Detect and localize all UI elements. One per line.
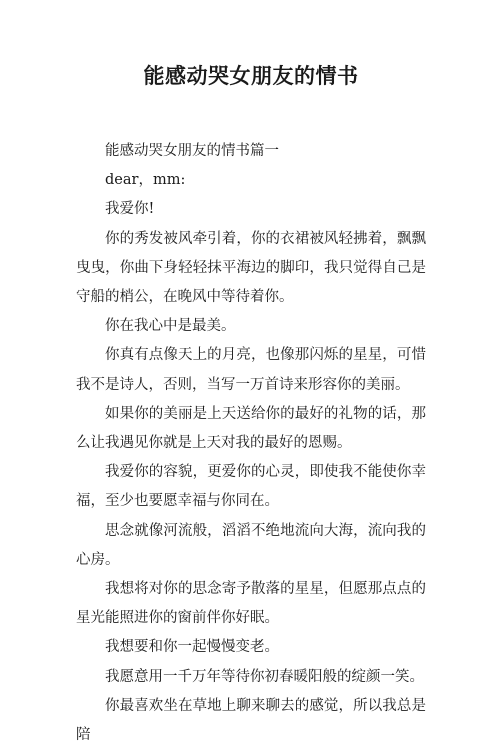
paragraph: 我愿意用一千万年等待你初春暖阳般的绽颜一笑。 bbox=[105, 668, 424, 685]
paragraph: 你真有点像天上的月亮，也像那闪烁的星星，可惜我不是诗人，否则，当写一万首诗来形容你的美丽。 bbox=[76, 347, 426, 393]
paragraph-heading: 能感动哭女朋友的情书篇一 bbox=[105, 143, 279, 159]
paragraph: 你在我心中是最美。 bbox=[105, 318, 236, 335]
paragraph-salutation: dear，mm: bbox=[105, 172, 186, 189]
paragraph: 我爱你的容貌，更爱你的心灵，即使我不能使你幸福，至少也要愿幸福与你同在。 bbox=[76, 464, 426, 510]
paragraph: 如果你的美丽是上天送给你的最好的礼物的话，那么让我遇见你就是上天对我的最好的恩赐。 bbox=[76, 405, 426, 452]
paragraph: 思念就像河流般，滔滔不绝地流向大海，流向我的心房。 bbox=[76, 522, 426, 568]
document-title: 能感动哭女朋友的情书 bbox=[143, 63, 359, 88]
paragraph: 我想要和你一起慢慢变老。 bbox=[105, 639, 279, 656]
paragraph: 我想将对你的思念寄予散落的星星，但愿那点点的星光能照进你的窗前伴你好眠。 bbox=[76, 581, 426, 627]
document-body bbox=[76, 137, 426, 750]
paragraph: 你的秀发被风牵引着，你的衣裙被风轻拂着，飘飘曳曳，你曲下身轻轻抹平海边的脚印，我只觉得自己是守船的梢公，在晚风中等待着你。 bbox=[76, 230, 426, 306]
paragraph: 你最喜欢坐在草地上聊来聊去的感觉，所以我总是陪 bbox=[76, 697, 426, 744]
paragraph: 我爱你! bbox=[105, 201, 155, 218]
